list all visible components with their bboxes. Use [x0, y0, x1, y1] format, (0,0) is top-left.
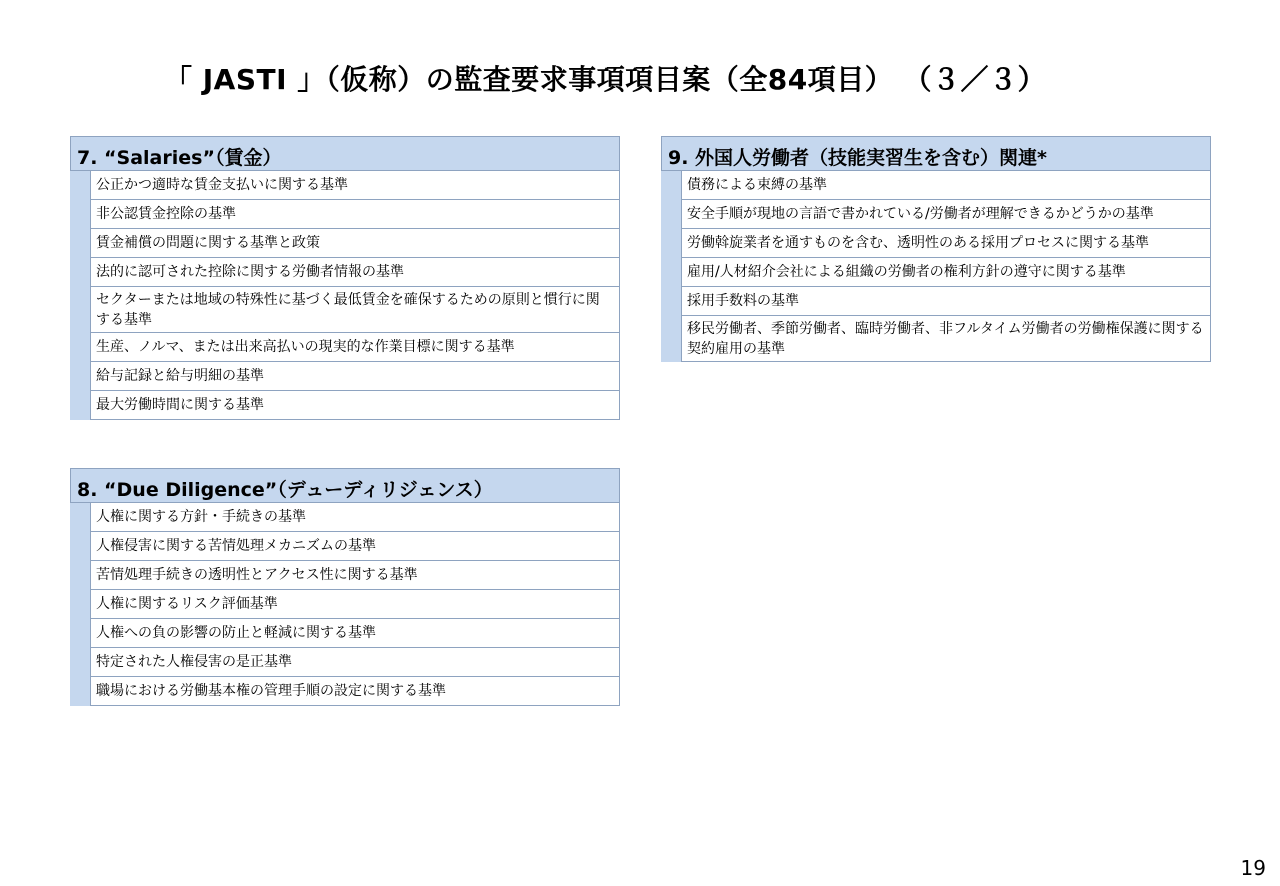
- list-item: 賃金補償の問題に関する基準と政策: [90, 229, 620, 258]
- list-item: 採用手数料の基準: [681, 287, 1211, 316]
- list-item: 労働斡旋業者を通すものを含む、透明性のある採用プロセスに関する基準: [681, 229, 1211, 258]
- list-item: 移民労働者、季節労働者、臨時労働者、非フルタイム労働者の労働権保護に関する契約雇用の基準: [681, 316, 1211, 362]
- list-item: 法的に認可された控除に関する労働者情報の基準: [90, 258, 620, 287]
- list-item: 非公認賃金控除の基準: [90, 200, 620, 229]
- list-item: 特定された人権侵害の是正基準: [90, 648, 620, 677]
- list-item: 人権侵害に関する苦情処理メカニズムの基準: [90, 532, 620, 561]
- list-item: 安全手順が現地の言語で書かれている/労働者が理解できるかどうかの基準: [681, 200, 1211, 229]
- list-item: 最大労働時間に関する基準: [90, 391, 620, 420]
- section-due-diligence: [70, 468, 620, 706]
- section-indent-bar: [70, 503, 90, 706]
- list-item: 雇用/人材紹介会社による組織の労働者の権利方針の遵守に関する基準: [681, 258, 1211, 287]
- section-foreign-workers: [661, 136, 1211, 362]
- list-item: セクターまたは地域の特殊性に基づく最低賃金を確保するための原則と慣行に関する基準: [90, 287, 620, 333]
- list-item: 職場における労働基本権の管理手順の設定に関する基準: [90, 677, 620, 706]
- section-salaries: [70, 136, 620, 420]
- section-indent-bar: [70, 171, 90, 420]
- section-heading: 9. 外国人労働者（技能実習生を含む）関連*: [661, 136, 1211, 171]
- list-item: 公正かつ適時な賃金支払いに関する基準: [90, 171, 620, 200]
- list-item: 人権に関する方針・手続きの基準: [90, 503, 620, 532]
- list-item: 生産、ノルマ、または出来高払いの現実的な作業目標に関する基準: [90, 333, 620, 362]
- section-heading: 8. “Due Diligence”（デューディリジェンス）: [70, 468, 620, 503]
- page-title: 「 JASTI 」（仮称）の監査要求事項項目案（全84項目） （３／３）: [164, 63, 1046, 96]
- page-number: 19: [1240, 856, 1266, 880]
- list-item: 人権に関するリスク評価基準: [90, 590, 620, 619]
- list-item: 人権への負の影響の防止と軽減に関する基準: [90, 619, 620, 648]
- list-item: 苦情処理手続きの透明性とアクセス性に関する基準: [90, 561, 620, 590]
- section-indent-bar: [661, 171, 681, 362]
- section-heading: 7. “Salaries”（賃金）: [70, 136, 620, 171]
- list-item: 給与記録と給与明細の基準: [90, 362, 620, 391]
- list-item: 債務による束縛の基準: [681, 171, 1211, 200]
